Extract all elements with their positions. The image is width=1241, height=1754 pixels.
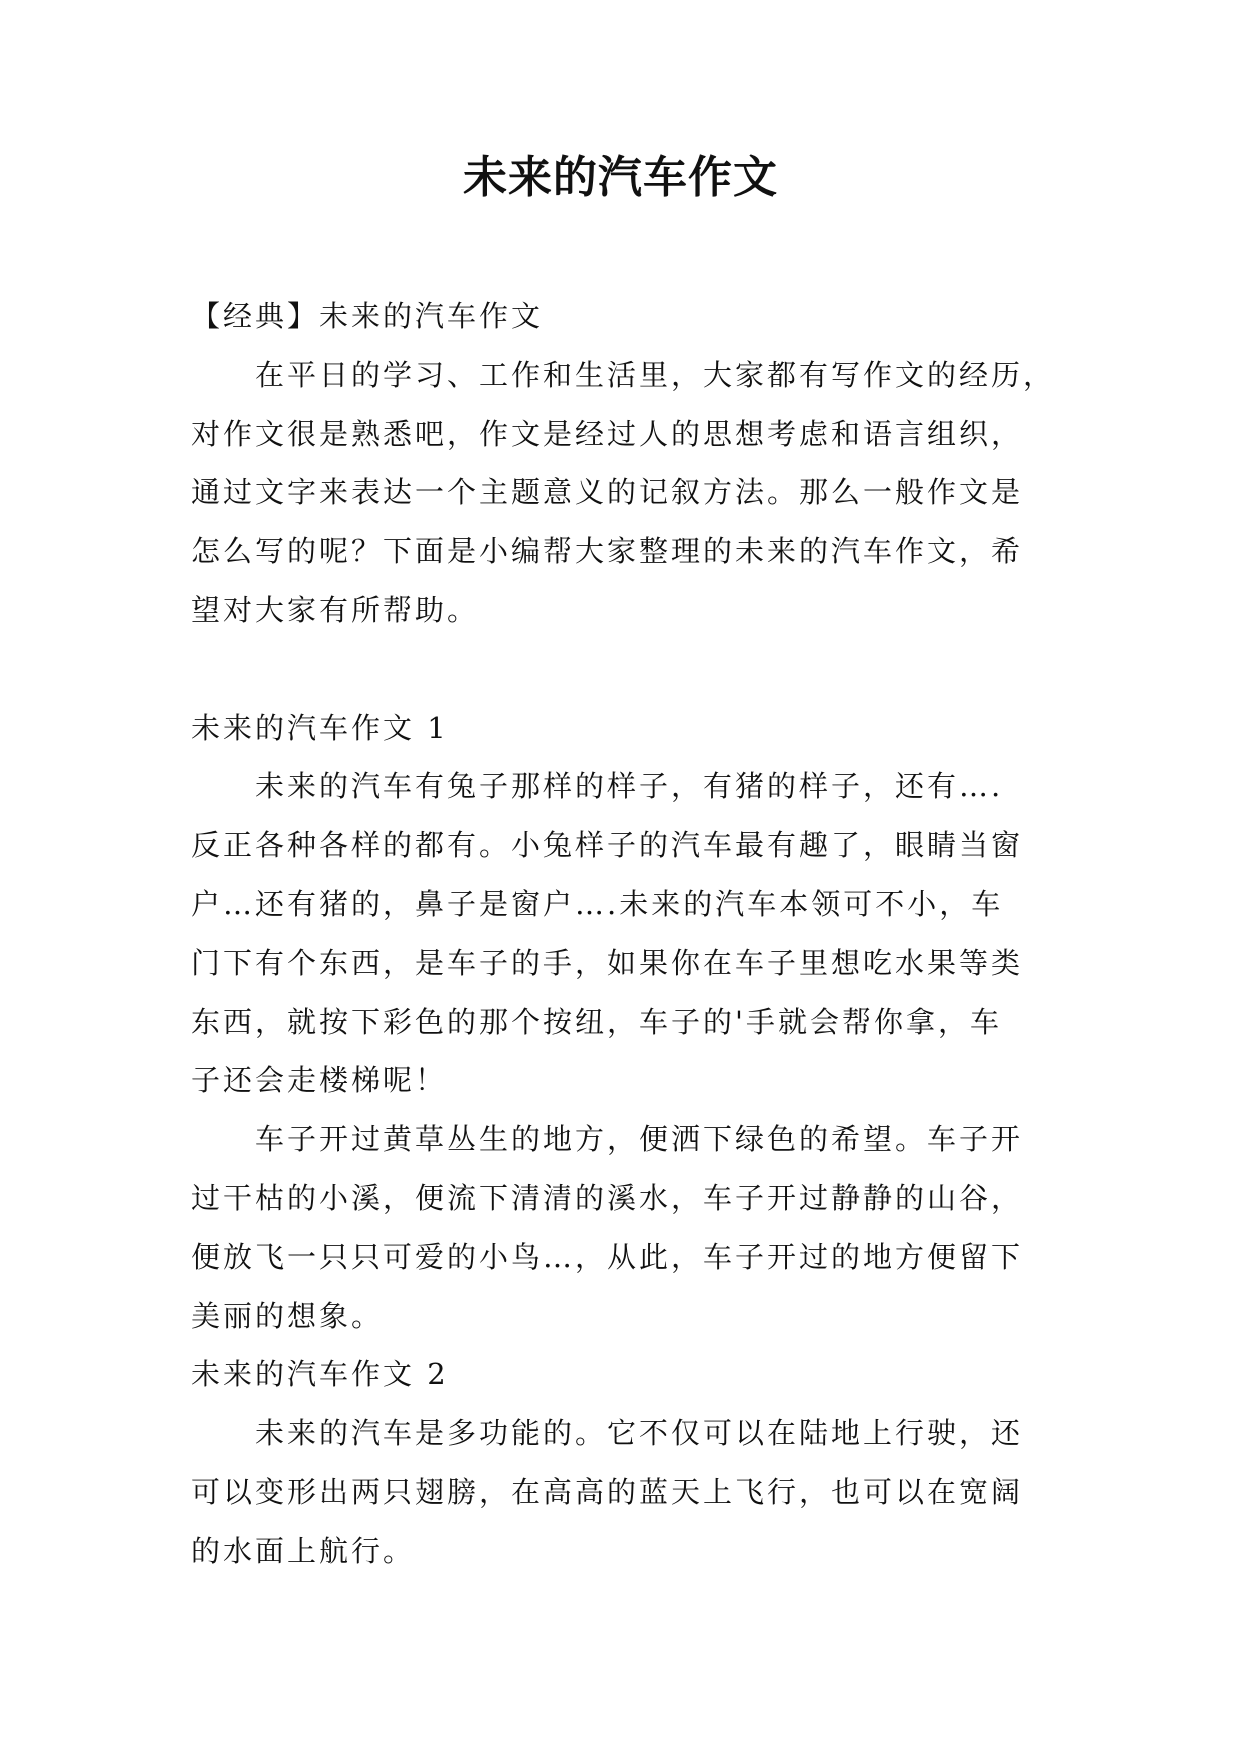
essay-1-p1-line-6: 子还会走楼梯呢！ xyxy=(191,1063,448,1098)
intro-line-1: 在平日的学习、工作和生活里，大家都有写作文的经历， xyxy=(255,357,1056,392)
essay-2-paragraph-1 xyxy=(191,1404,1053,1580)
essay-1-p2-line-1: 车子开过黄草丛生的地方，便洒下绿色的希望。车子开 xyxy=(255,1122,1024,1157)
essay-1-p1-line-5: 东西，就按下彩色的那个按纽，车子的'手就会帮你拿，车 xyxy=(191,1004,1002,1039)
essay-1-p2-line-4: 美丽的想象。 xyxy=(191,1298,384,1333)
essay-1-p2-line-2: 过干枯的小溪，便流下清清的溪水，车子开过静静的山谷， xyxy=(191,1180,1024,1215)
essay-1-paragraph-2 xyxy=(191,1110,1053,1345)
section-spacer xyxy=(191,640,1053,699)
essay-1-p1-line-2: 反正各种各样的都有。小兔样子的汽车最有趣了，眼睛当窗 xyxy=(191,828,1024,863)
essay-2-p1-line-3: 的水面上航行。 xyxy=(191,1533,416,1568)
document-body xyxy=(191,287,1056,1581)
essay-2-heading: 未来的汽车作文 2 xyxy=(191,1357,449,1392)
essay-1-p1-line-1: 未来的汽车有兔子那样的样子，有猪的样子，还有…. xyxy=(255,769,1004,804)
document-title: 未来的汽车作文 xyxy=(463,152,778,203)
intro-paragraph xyxy=(191,346,1056,640)
essay-2-p1-line-1: 未来的汽车是多功能的。它不仅可以在陆地上行驶，还 xyxy=(255,1416,1024,1451)
intro-line-3: 通过文字来表达一个主题意义的记叙方法。那么一般作文是 xyxy=(191,475,1024,510)
essay-1-p1-line-3: 户…还有猪的，鼻子是窗户….未来的汽车本领可不小，车 xyxy=(191,886,1004,921)
intro-line-2: 对作文很是熟悉吧，作文是经过人的思想考虑和语言组织， xyxy=(191,416,1024,451)
essay-1-p2-line-3: 便放飞一只只可爱的小鸟…，从此，车子开过的地方便留下 xyxy=(191,1239,1024,1274)
essay-1-paragraph-1 xyxy=(191,757,1053,1110)
essay-2-p1-line-2: 可以变形出两只翅膀，在高高的蓝天上飞行，也可以在宽阔 xyxy=(191,1474,1024,1509)
intro-line-5: 望对大家有所帮助。 xyxy=(191,592,480,627)
intro-line-4: 怎么写的呢？下面是小编帮大家整理的未来的汽车作文，希 xyxy=(191,534,1024,569)
essay-1-heading: 未来的汽车作文 1 xyxy=(191,710,449,745)
essay-1-p1-line-4: 门下有个东西，是车子的手，如果你在车子里想吃水果等类 xyxy=(191,945,1024,980)
subtitle-line: 【经典】未来的汽车作文 xyxy=(191,299,544,333)
